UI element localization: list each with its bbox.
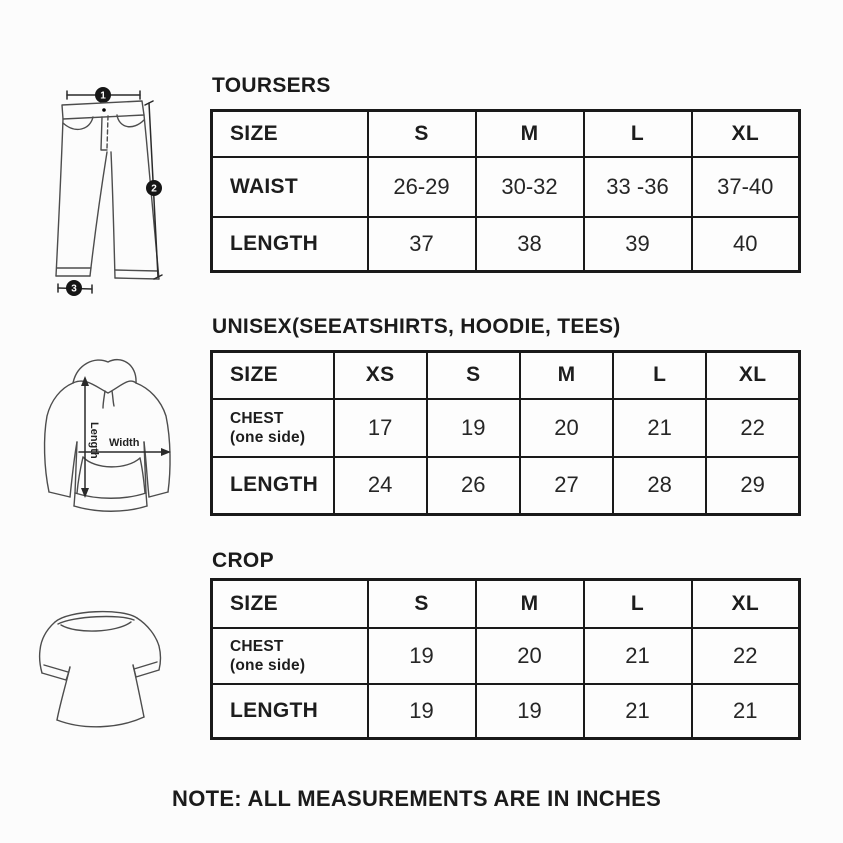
table-row-length xyxy=(212,684,800,739)
row-label-cell: LENGTH xyxy=(212,457,334,515)
width-arrow-label: Width xyxy=(109,437,140,449)
value-cell: 17 xyxy=(334,399,427,457)
value-cell: 19 xyxy=(368,628,476,684)
row-label-cell: WAIST xyxy=(212,157,368,217)
size-header-cell: SIZE xyxy=(212,352,334,399)
table-header-row xyxy=(212,352,800,399)
hoodie-outline xyxy=(45,360,171,512)
hoodie-length-arrow xyxy=(81,376,100,498)
col-header-cell: S xyxy=(368,111,476,157)
size-header-cell: SIZE xyxy=(212,580,368,628)
length-arrow-label: Length xyxy=(88,422,100,459)
value-cell: 28 xyxy=(613,457,706,515)
value-cell: 20 xyxy=(476,628,584,684)
col-header-cell: XL xyxy=(692,111,800,157)
value-cell: 22 xyxy=(692,628,800,684)
col-header-cell: M xyxy=(476,580,584,628)
section-title-unisex: UNISEX(SEEATSHIRTS, HOODIE, TEES) xyxy=(212,315,621,338)
trousers-outline xyxy=(56,101,159,279)
value-cell: 33 -36 xyxy=(584,157,692,217)
hoodie-line-drawing xyxy=(25,350,195,525)
col-header-cell: M xyxy=(520,352,613,399)
value-cell: 21 xyxy=(613,399,706,457)
table-row-length xyxy=(212,457,800,515)
value-cell: 20 xyxy=(520,399,613,457)
marker-1-label: 1 xyxy=(100,90,106,102)
col-header-cell: XL xyxy=(692,580,800,628)
waist-measure-arrow xyxy=(67,87,140,103)
section-title-crop: CROP xyxy=(212,549,274,572)
marker-2-label: 2 xyxy=(151,183,157,195)
value-cell: 39 xyxy=(584,217,692,272)
value-cell: 40 xyxy=(692,217,800,272)
table-header-row xyxy=(212,111,800,157)
value-cell: 19 xyxy=(368,684,476,739)
row-label-cell xyxy=(212,399,334,457)
marker-3-label: 3 xyxy=(71,283,77,295)
col-header-cell: XL xyxy=(706,352,799,399)
row-sublabel: (one side) xyxy=(230,656,306,674)
crop-top-outline xyxy=(40,612,161,727)
value-cell: 22 xyxy=(706,399,799,457)
table-row-length xyxy=(212,217,800,272)
row-label-cell: LENGTH xyxy=(212,217,368,272)
value-cell: 37 xyxy=(368,217,476,272)
crop-top-line-drawing xyxy=(28,592,183,742)
value-cell: 37-40 xyxy=(692,157,800,217)
value-cell: 21 xyxy=(692,684,800,739)
value-cell: 19 xyxy=(476,684,584,739)
table-header-row xyxy=(212,580,800,628)
size-header-cell: SIZE xyxy=(212,111,368,157)
value-cell: 21 xyxy=(584,684,692,739)
row-label-cell xyxy=(212,628,368,684)
value-cell: 29 xyxy=(706,457,799,515)
row-sublabel: (one side) xyxy=(230,428,306,446)
value-cell: 21 xyxy=(584,628,692,684)
value-cell: 26-29 xyxy=(368,157,476,217)
col-header-cell: L xyxy=(584,111,692,157)
length-measure-arrow xyxy=(145,101,162,279)
size-table-trousers xyxy=(210,109,801,273)
measurements-note: NOTE: ALL MEASUREMENTS ARE IN INCHES xyxy=(172,786,662,811)
col-header-cell: XS xyxy=(334,352,427,399)
size-table-crop xyxy=(210,578,801,740)
value-cell: 27 xyxy=(520,457,613,515)
col-header-cell: L xyxy=(584,580,692,628)
table-row-chest xyxy=(212,399,800,457)
table-row-waist xyxy=(212,157,800,217)
col-header-cell: S xyxy=(427,352,520,399)
hem-measure-arrow xyxy=(58,280,92,296)
table-row-chest xyxy=(212,628,800,684)
value-cell: 30-32 xyxy=(476,157,584,217)
col-header-cell: S xyxy=(368,580,476,628)
trousers-line-drawing xyxy=(30,76,195,304)
value-cell: 38 xyxy=(476,217,584,272)
value-cell: 24 xyxy=(334,457,427,515)
size-table-unisex xyxy=(210,350,801,516)
row-label: CHEST xyxy=(230,637,284,655)
section-title-trousers: TOURSERS xyxy=(212,74,331,97)
row-label-cell: LENGTH xyxy=(212,684,368,739)
value-cell: 19 xyxy=(427,399,520,457)
value-cell: 26 xyxy=(427,457,520,515)
row-label: CHEST xyxy=(230,409,284,427)
col-header-cell: L xyxy=(613,352,706,399)
col-header-cell: M xyxy=(476,111,584,157)
